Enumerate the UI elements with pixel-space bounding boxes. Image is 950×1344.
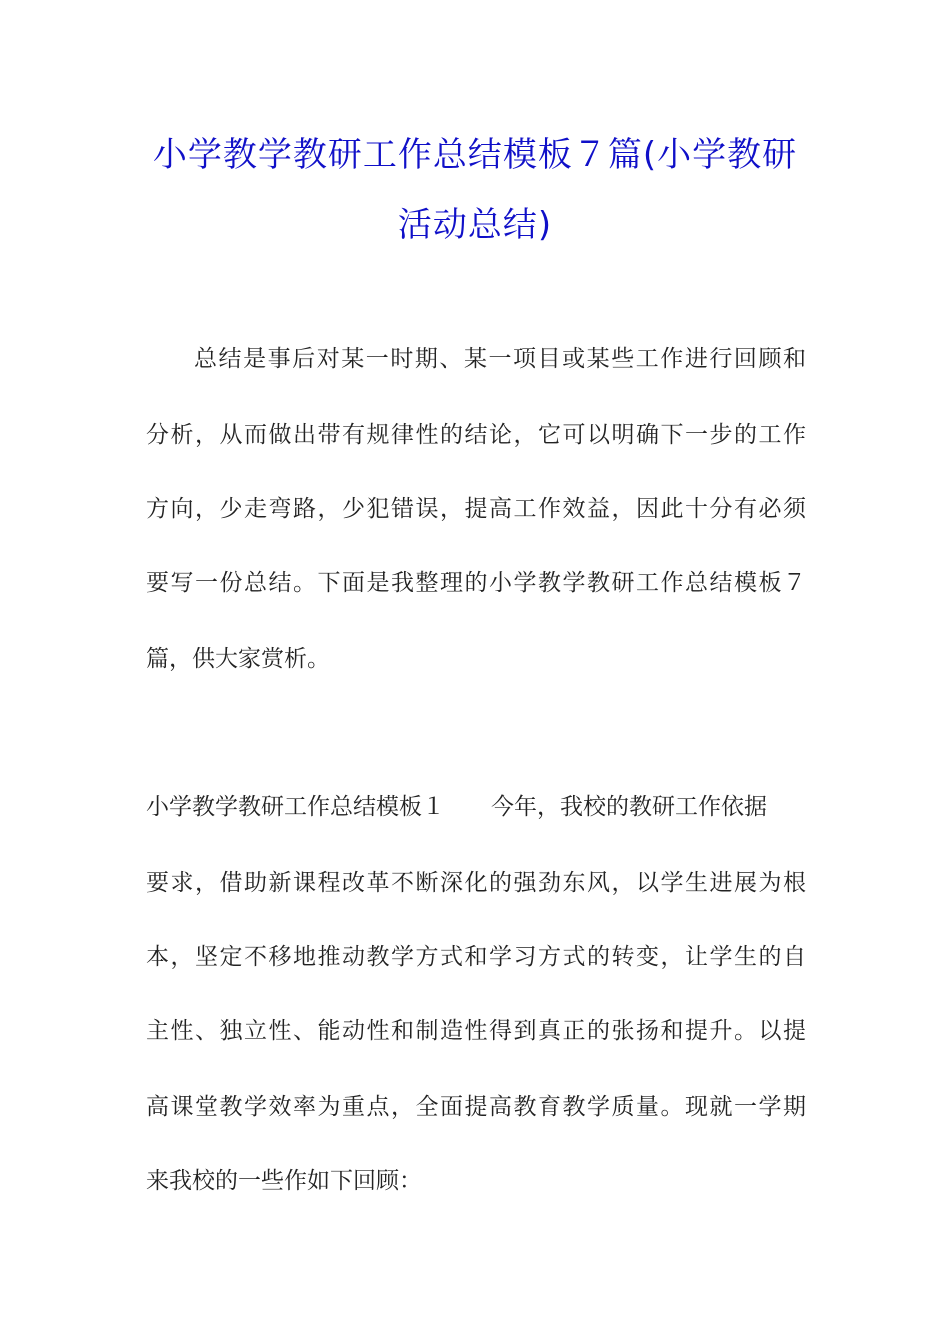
intro-paragraph-line: 总结是事后对某一时期、某一项目或某些工作进行回顾和 xyxy=(194,346,806,372)
section-1-paragraph-line: 主性、独立性、能动性和制造性得到真正的张扬和提升。以提 xyxy=(146,1018,806,1044)
section-1-first-line-text: 今年，我校的教研工作依据 xyxy=(491,794,767,820)
section-1-paragraph-line: 来我校的一些作如下回顾： xyxy=(146,1168,422,1194)
intro-paragraph-line: 方向，少走弯路，少犯错误，提高工作效益，因此十分有必须 xyxy=(146,496,806,522)
section-1-paragraph-line: 高课堂教学效率为重点，全面提高教育教学质量。现就一学期 xyxy=(146,1094,806,1120)
intro-paragraph-line: 要写一份总结。下面是我整理的小学教学教研工作总结模板７ xyxy=(146,570,806,596)
document-title-line-1: 小学教学教研工作总结模板７篇(小学教研 xyxy=(152,135,798,175)
section-1-first-line xyxy=(146,792,806,822)
document-title-line-2: 活动总结) xyxy=(397,205,553,245)
section-1-paragraph-line: 要求，借助新课程改革不断深化的强劲东风，以学生进展为根 xyxy=(146,870,806,896)
intro-paragraph-line: 篇，供大家赏析。 xyxy=(146,646,330,672)
section-1-heading: 小学教学教研工作总结模板１ xyxy=(146,794,445,820)
section-1-paragraph-line: 本，坚定不移地推动教学方式和学习方式的转变，让学生的自 xyxy=(146,944,806,970)
intro-paragraph-line: 分析，从而做出带有规律性的结论，它可以明确下一步的工作 xyxy=(146,422,806,448)
